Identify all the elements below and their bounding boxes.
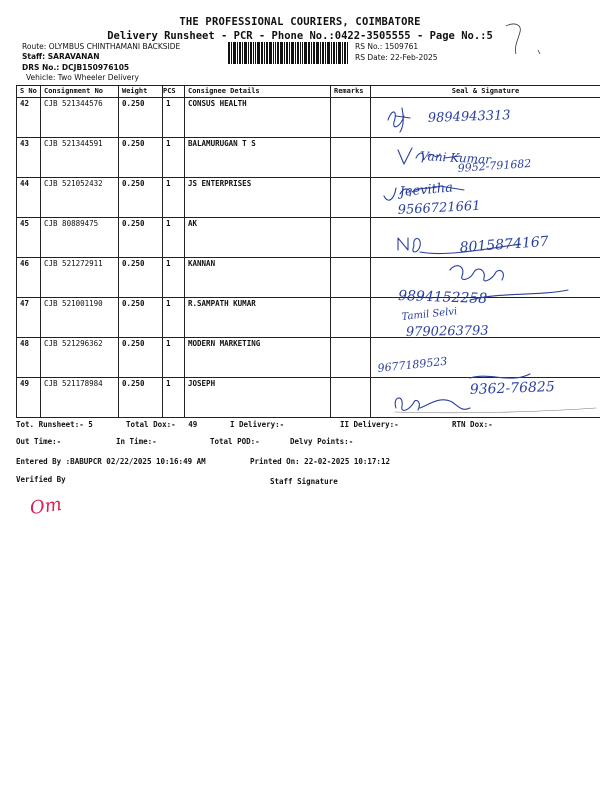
table-row [17, 218, 600, 258]
vehicle-value: Two Wheeler Delivery [57, 73, 139, 82]
table-header-row [17, 86, 600, 98]
cell-seal [371, 98, 600, 138]
cell-weight: 0.250 [119, 378, 163, 418]
col-consignment: Consignment No [41, 86, 119, 98]
cell-consignee: KANNAN [185, 258, 331, 298]
cell-pcs: 1 [163, 178, 185, 218]
delvy-points: Delvy Points:- [290, 437, 354, 446]
cell-sno: 49 [17, 378, 41, 418]
cell-weight: 0.250 [119, 338, 163, 378]
cell-consignee: CONSUS HEALTH [185, 98, 331, 138]
cell-consignment: CJB 521178984 [41, 378, 119, 418]
cell-remarks [331, 258, 371, 298]
ii-delivery: II Delivery:- [340, 420, 399, 429]
drs-label: DRS No.: [22, 63, 60, 72]
table-row [17, 138, 600, 178]
cell-consignee: MODERN MARKETING [185, 338, 331, 378]
verified-by: Verified By [16, 475, 66, 484]
cell-weight: 0.250 [119, 178, 163, 218]
cell-pcs: 1 [163, 338, 185, 378]
pen-mark-corner [500, 20, 550, 60]
cell-seal [371, 378, 600, 418]
cell-seal [371, 138, 600, 178]
total-pod: Total POD:- [210, 437, 260, 446]
printed-on: Printed On: 22-02-2025 10:17:12 [250, 457, 390, 466]
runsheet-table [16, 85, 600, 418]
staff-label: Staff: [22, 52, 46, 61]
cell-pcs: 1 [163, 378, 185, 418]
cell-pcs: 1 [163, 258, 185, 298]
total-dox-label: Total Dox:- [126, 420, 176, 429]
total-dox-value: 49 [188, 420, 198, 429]
cell-consignment: CJB 521052432 [41, 178, 119, 218]
cell-weight: 0.250 [119, 98, 163, 138]
cell-sno: 45 [17, 218, 41, 258]
cell-remarks [331, 378, 371, 418]
runsheet-title: Delivery Runsheet - PCR - Phone No.:0422-3505555 - Page No.:5 [107, 30, 493, 42]
handwritten-phone-47: 9894152258 [397, 288, 488, 308]
out-time: Out Time:- [16, 437, 62, 446]
cell-seal [371, 338, 600, 378]
cell-seal [371, 298, 600, 338]
rtn-dox: RTN Dox:- [452, 420, 493, 429]
cell-sno: 42 [17, 98, 41, 138]
handwritten-phone-43: 9952-791682 [457, 156, 532, 175]
cell-sno: 47 [17, 298, 41, 338]
rs-no-label: RS No.: [355, 42, 383, 51]
cell-consignment: CJB 521296362 [41, 338, 119, 378]
rs-no-line [355, 42, 418, 51]
col-consignee: Consignee Details [185, 86, 331, 98]
route-label: Route: [22, 42, 47, 51]
cell-consignee: AK [185, 218, 331, 258]
cell-weight: 0.250 [119, 218, 163, 258]
cell-pcs: 1 [163, 218, 185, 258]
handwritten-phone-45: 8015874167 [459, 233, 550, 256]
cell-remarks [331, 298, 371, 338]
drs-line [22, 63, 129, 72]
cell-consignee: R.SAMPATH KUMAR [185, 298, 331, 338]
cell-sno: 48 [17, 338, 41, 378]
i-delivery: I Delivery:- [230, 420, 285, 429]
staff-value: SARAVANAN [47, 52, 100, 61]
table-row [17, 338, 600, 378]
drs-value: DCJB150976105 [61, 63, 130, 72]
cell-remarks [331, 138, 371, 178]
table-row [17, 258, 600, 298]
table-row [17, 378, 600, 418]
col-weight: Weight [119, 86, 163, 98]
rs-date-label: RS Date: [355, 53, 388, 62]
cell-weight: 0.250 [119, 298, 163, 338]
cell-remarks [331, 98, 371, 138]
cell-consignment: CJB 521272911 [41, 258, 119, 298]
cell-seal [371, 218, 600, 258]
cell-remarks [331, 178, 371, 218]
col-seal: Seal & Signature [371, 86, 600, 98]
barcode [228, 42, 348, 64]
entered-by: Entered By :BABUPCR 02/22/2025 10:16:49 AM [16, 457, 206, 466]
company-title: THE PROFESSIONAL COURIERS, COIMBATORE [179, 16, 421, 28]
total-dox [126, 420, 197, 429]
staff-signature: Staff Signature [270, 477, 338, 486]
handwritten-phone-44: 9566721661 [397, 198, 481, 218]
col-sno: S No [17, 86, 41, 98]
handwritten-phone-49b: 9362-76825 [469, 379, 555, 398]
handwritten-name-47: Tamil Selvi [401, 306, 458, 323]
staff-line [22, 52, 100, 61]
cell-seal [371, 258, 600, 298]
cell-sno: 43 [17, 138, 41, 178]
col-remarks: Remarks [331, 86, 371, 98]
cell-consignee: JOSEPH [185, 378, 331, 418]
tot-runsheet: Tot. Runsheet:- 5 [16, 420, 93, 429]
table-row [17, 98, 600, 138]
handwritten-phone-42: 9894943313 [427, 108, 511, 126]
vehicle-label: Vehicle: [26, 73, 56, 82]
cell-consignment: CJB 521344591 [41, 138, 119, 178]
vehicle-line [26, 73, 139, 82]
rs-date-line [355, 53, 438, 62]
handwritten-phone-49a: 9677189523 [376, 354, 448, 375]
cell-consignment: CJB 80889475 [41, 218, 119, 258]
route-line [22, 42, 180, 51]
cell-consignment: CJB 521001190 [41, 298, 119, 338]
table-row [17, 298, 600, 338]
cell-consignment: CJB 521344576 [41, 98, 119, 138]
cell-remarks [331, 218, 371, 258]
cell-pcs: 1 [163, 98, 185, 138]
handwritten-phone-48: 9790263793 [405, 323, 489, 340]
cell-weight: 0.250 [119, 258, 163, 298]
cell-consignee: BALAMURUGAN T S [185, 138, 331, 178]
cell-pcs: 1 [163, 138, 185, 178]
rs-no-value: 1509761 [384, 42, 419, 51]
col-pcs: PCS [163, 86, 185, 98]
cell-sno: 44 [17, 178, 41, 218]
rs-date-value: 22-Feb-2025 [390, 53, 438, 62]
cell-weight: 0.250 [119, 138, 163, 178]
table-row [17, 178, 600, 218]
verifier-initials: Om [28, 493, 64, 520]
cell-seal [371, 178, 600, 218]
handwritten-name-44: Jeevitha [399, 180, 454, 200]
cell-consignee: JS ENTERPRISES [185, 178, 331, 218]
cell-pcs: 1 [163, 298, 185, 338]
in-time: In Time:- [116, 437, 157, 446]
route-value: OLYMBUS CHINTHAMANI BACKSIDE [48, 42, 181, 51]
cell-remarks [331, 338, 371, 378]
handwritten-name-43: Vani Kumar [419, 149, 492, 167]
cell-sno: 46 [17, 258, 41, 298]
